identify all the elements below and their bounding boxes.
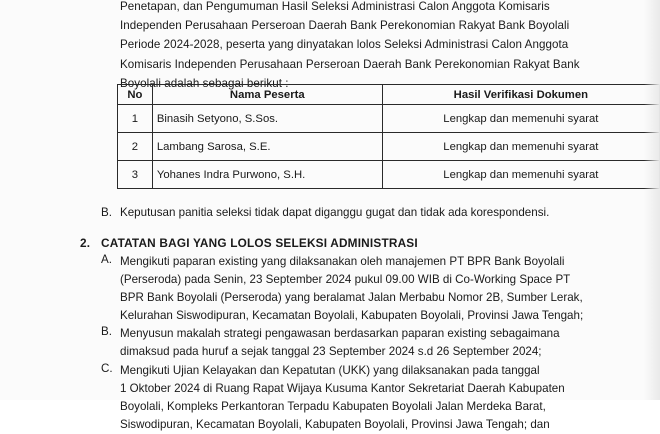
cell-hasil: Lengkap dan memenuhi syarat xyxy=(382,133,659,161)
cell-no: 2 xyxy=(118,133,153,161)
table-row xyxy=(118,161,660,189)
header-nama-peserta: Nama Peserta xyxy=(152,85,382,105)
item-b-label: B. xyxy=(101,206,112,219)
cell-hasil: Lengkap dan memenuhi syarat xyxy=(382,105,659,133)
cell-no: 1 xyxy=(118,105,153,133)
intro-line: Komisaris Independen Perusahaan Perseroan Daerah Bank Perekonomian Rakyat Bank xyxy=(120,57,580,71)
item-a-line: (Perseroda) pada Senin, 23 September 2024 pukul 09.00 WIB di Co-Working Space PT xyxy=(120,273,571,286)
section-2-number: 2. xyxy=(80,236,91,250)
item-c-text xyxy=(120,362,565,434)
section-2-title: CATATAN BAGI YANG LOLOS SELEKSI ADMINISTRASI xyxy=(101,236,418,250)
item-b2-line: dimaksud pada huruf a sejak tanggal 23 September 2024 s.d 26 September 2024; xyxy=(120,345,542,358)
participants-table xyxy=(117,84,660,189)
cell-nama: Lambang Sarosa, S.E. xyxy=(152,133,382,161)
item-b2-label: B. xyxy=(101,325,112,338)
cell-no: 3 xyxy=(118,161,153,189)
header-no: No xyxy=(118,85,153,105)
item-a-line: Mengikuti paparan existing yang dilaksanakan oleh manajemen PT BPR Bank Boyolali xyxy=(120,255,565,268)
item-b2-line: Menyusun makalah strategi pengawasan berdasarkan paparan existing sebagaimana xyxy=(120,327,560,340)
table-row xyxy=(118,105,660,133)
item-c-line: Boyolali, Kompleks Perkantoran Terpadu Kabupaten Boyolali Jalan Merdeka Barat, xyxy=(120,400,546,413)
item-a-text xyxy=(120,253,583,325)
intro-line: Periode 2024-2028, peserta yang dinyatakan lolos Seleksi Administrasi Calon Anggota xyxy=(120,38,569,52)
item-c-line: Siswodipuran, Kecamatan Boyolali, Kabupaten Boyolali, Provinsi Jawa Tengah; dan xyxy=(120,418,550,431)
cell-nama: Binasih Setyono, S.Sos. xyxy=(152,105,382,133)
item-c-label: C. xyxy=(101,362,113,375)
intro-paragraph xyxy=(120,0,580,93)
item-a-line: BPR Bank Boyolali (Perseroda) yang beralamat Jalan Merbabu Nomor 2B, Sumber Lerak, xyxy=(120,291,583,304)
cell-hasil: Lengkap dan memenuhi syarat xyxy=(382,161,659,189)
page-edge-shadow xyxy=(644,0,660,400)
intro-line: Independen Perusahaan Perseroan Daerah Bank Perekonomian Rakyat Bank Boyolali xyxy=(120,19,570,33)
item-a-label: A. xyxy=(101,253,112,266)
intro-line: Penetapan, dan Pengumuman Hasil Seleksi Administrasi Calon Anggota Komisaris xyxy=(120,0,550,13)
table-header-row xyxy=(118,85,660,105)
item-a-line: Kelurahan Siswodipuran, Kecamatan Boyolali, Kabupaten Boyolali, Provinsi Jawa Tengah; xyxy=(120,309,584,322)
item-c-line: 1 Oktober 2024 di Ruang Rapat Wijaya Kusuma Kantor Sekretariat Daerah Kabupaten xyxy=(120,382,565,395)
item-b-text: Keputusan panitia seleksi tidak dapat diganggu gugat dan tidak ada korespondensi. xyxy=(120,206,550,219)
table-row xyxy=(118,133,660,161)
item-c-line: Mengikuti Ujian Kelayakan dan Kepatutan (UKK) yang dilaksanakan pada tanggal xyxy=(120,364,540,377)
cell-nama: Yohanes Indra Purwono, S.H. xyxy=(152,161,382,189)
header-hasil-verifikasi: Hasil Verifikasi Dokumen xyxy=(382,85,659,105)
intro-line: Boyolali adalah sebagai berikut : xyxy=(120,76,289,90)
item-b2-text xyxy=(120,325,560,361)
